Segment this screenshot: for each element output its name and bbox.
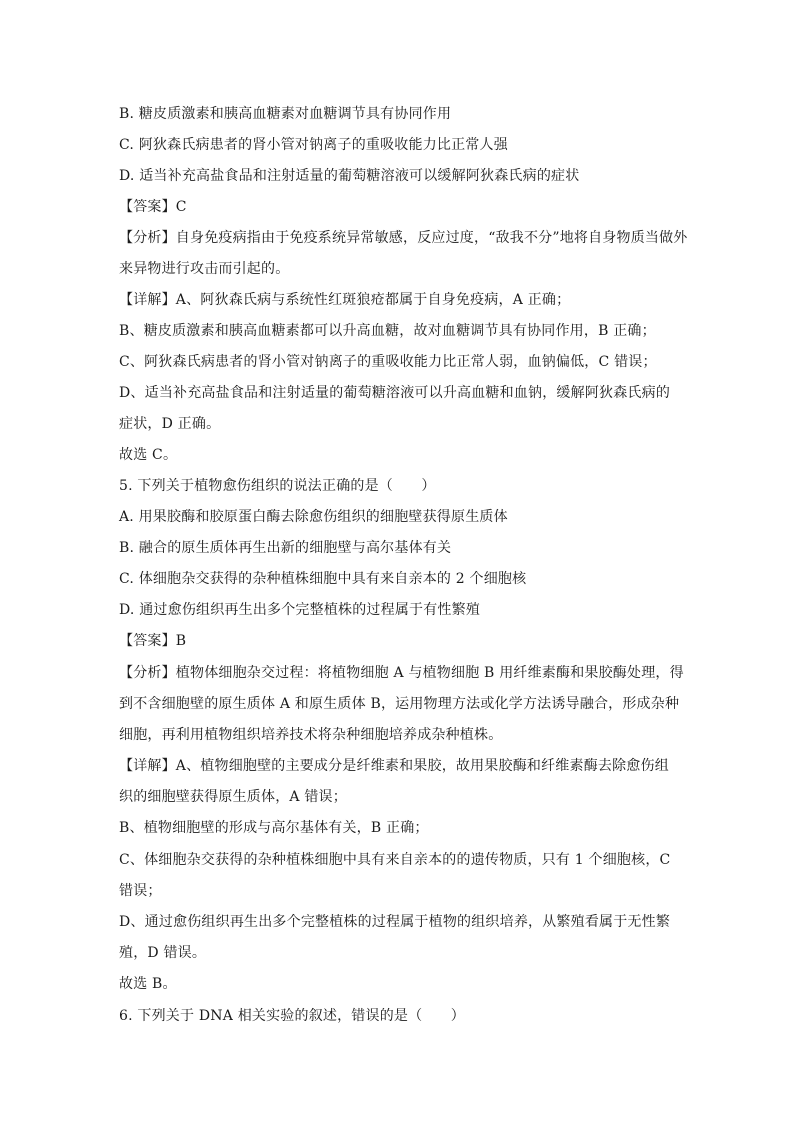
analysis-line: 【分析】植物体细胞杂交过程：将植物细胞 A 与植物细胞 B 用纤维素酶和果胶酶处理，得: [119, 665, 684, 681]
explanation-line: D、适当补充高盐食品和注射适量的葡萄糖溶液可以升高血糖和血钠，缓解阿狄森氏病的: [119, 385, 671, 401]
explanation-line: C、体细胞杂交获得的杂种植株细胞中具有来自亲本的的遗传物质，只有 1 个细胞核，C: [119, 852, 671, 868]
option-b: B. 糖皮质激素和胰高血糖素对血糖调节具有协同作用: [119, 106, 452, 122]
explanation-line: C、阿狄森氏病患者的肾小管对钠离子的重吸收能力比正常人弱，血钠偏低，C 错误；: [119, 354, 657, 370]
explanation-line: 症状，D 正确。: [119, 416, 221, 432]
explanation-line: 【详解】A、阿狄森氏病与系统性红斑狼疮都属于自身免疫病，A 正确；: [119, 292, 571, 308]
option-c: C. 体细胞杂交获得的杂种植株细胞中具有来自亲本的 2 个细胞核: [119, 571, 527, 587]
analysis-line: 【分析】自身免疫病指由于免疫系统异常敏感，反应过度，“敌我不分”地将自身物质当做外: [119, 230, 688, 246]
conclusion-line: 故选 C。: [119, 447, 178, 463]
analysis-line: 细胞，再利用植物组织培养技术将杂种细胞培养成杂种植株。: [119, 727, 503, 743]
explanation-line: D、通过愈伤组织再生出多个完整植株的过程属于植物的组织培养，从繁殖看属于无性繁: [119, 914, 671, 930]
question-5: 5. 下列关于植物愈伤组织的说法正确的是（ ）: [119, 478, 436, 494]
option-d: D. 适当补充高盐食品和注射适量的葡萄糖溶液可以缓解阿狄森氏病的症状: [119, 168, 580, 184]
option-c: C. 阿狄森氏病患者的肾小管对钠离子的重吸收能力比正常人强: [119, 137, 508, 153]
answer-line: 【答案】C: [119, 199, 187, 215]
explanation-line: 【详解】A、植物细胞壁的主要成分是纤维素和果胶，故用果胶酶和纤维素酶去除愈伤组: [119, 758, 669, 774]
analysis-line: 来异物进行攻击而引起的。: [119, 261, 290, 277]
analysis-line: 到不含细胞壁的原生质体 A 和原生质体 B，运用物理方法或化学方法诱导融合，形成杂种: [119, 696, 680, 712]
answer-line: 【答案】B: [119, 633, 187, 649]
conclusion-line: 故选 B。: [119, 976, 177, 992]
explanation-line: B、糖皮质激素和胰高血糖素都可以升高血糖，故对血糖调节具有协同作用，B 正确；: [119, 323, 656, 339]
option-a: A. 用果胶酶和胶原蛋白酶去除愈伤组织的细胞壁获得原生质体: [119, 509, 508, 525]
explanation-line: 错误；: [119, 883, 162, 899]
question-6: 6. 下列关于 DNA 相关实验的叙述，错误的是（ ）: [119, 1008, 465, 1024]
explanation-line: 织的细胞壁获得原生质体，A 错误；: [119, 789, 347, 805]
explanation-line: 殖，D 错误。: [119, 945, 207, 961]
option-d: D. 通过愈伤组织再生出多个完整植株的过程属于有性繁殖: [119, 602, 481, 618]
explanation-line: B、植物细胞壁的形成与高尔基体有关，B 正确；: [119, 820, 429, 836]
option-b: B. 融合的原生质体再生出新的细胞壁与高尔基体有关: [119, 540, 452, 556]
